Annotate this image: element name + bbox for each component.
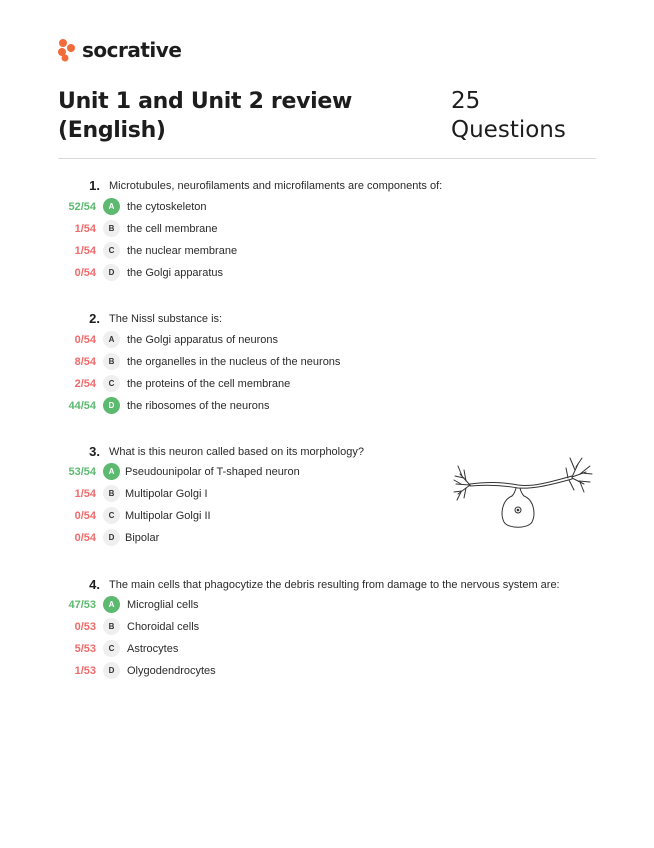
answer-score: 1/54 (74, 223, 96, 235)
answer-row (0, 353, 654, 371)
answer-text: Multipolar Golgi I (125, 488, 208, 500)
answer-letter-badge: D (103, 529, 120, 546)
answer-text: the Golgi apparatus (127, 267, 224, 279)
answer-score: 0/54 (74, 267, 96, 279)
answer-score: 5/53 (74, 643, 96, 655)
answer-text: Choroidal cells (127, 621, 200, 633)
answer-row (0, 331, 654, 349)
answer-row (0, 662, 654, 680)
answer-letter-badge: B (103, 353, 120, 370)
answer-letter-badge: B (103, 485, 120, 502)
quiz-title (58, 87, 398, 145)
answer-text: Multipolar Golgi II (125, 510, 211, 522)
answer-text: Astrocytes (127, 643, 179, 655)
answer-text: the cell membrane (127, 223, 218, 235)
question-count (451, 87, 611, 145)
question-text: The Nissl substance is: (109, 313, 223, 325)
answer-score: 0/54 (74, 532, 96, 544)
answer-text: the nuclear membrane (127, 245, 238, 257)
question-number: 2. (89, 311, 100, 326)
answer-letter-badge: C (103, 375, 120, 392)
answer-score: 0/53 (74, 621, 96, 633)
answer-letter-badge: B (103, 618, 120, 635)
answer-letter-badge: D (103, 662, 120, 679)
answer-row (0, 596, 654, 614)
answer-text: Olygodendrocytes (127, 665, 216, 677)
answer-score: 47/53 (68, 599, 96, 611)
answer-letter-badge: C (103, 640, 120, 657)
question-text: The main cells that phagocytize the debris resulting from damage to the nervous system are: (109, 579, 560, 591)
answer-text: the proteins of the cell membrane (127, 378, 291, 390)
question-2-header (0, 311, 654, 327)
answer-score: 44/54 (68, 400, 96, 412)
question-1-header (0, 178, 654, 194)
answer-text: the Golgi apparatus of neurons (127, 334, 279, 346)
answer-text: the ribosomes of the neurons (127, 400, 270, 412)
question-count-number: 25 (451, 88, 481, 114)
answer-score: 52/54 (68, 201, 96, 213)
quiz-title-line-1: Unit 1 and Unit 2 review (58, 89, 353, 114)
answer-row (0, 264, 654, 282)
question-4-header (0, 577, 654, 593)
answer-letter-badge: D (103, 264, 120, 281)
answer-text: Bipolar (125, 532, 160, 544)
answer-letter-badge: D (103, 397, 120, 414)
logo-wordmark: socrative (82, 38, 182, 62)
answer-score: 8/54 (74, 356, 96, 368)
answer-letter-badge: A (103, 331, 120, 348)
question-number: 3. (89, 444, 100, 459)
answer-row (0, 198, 654, 216)
neuron-drawing-icon (452, 450, 594, 534)
socrative-logo (57, 38, 181, 62)
socrative-logo-icon (57, 38, 77, 62)
answer-row (0, 640, 654, 658)
answer-letter-badge: C (103, 507, 120, 524)
answer-letter-badge: A (103, 596, 120, 613)
answer-score: 1/54 (74, 245, 96, 257)
answer-row (0, 397, 654, 415)
answer-score: 0/54 (74, 334, 96, 346)
answer-score: 0/54 (74, 510, 96, 522)
answer-score: 2/54 (74, 378, 96, 390)
answer-text: the cytoskeleton (127, 201, 207, 213)
answer-text: Pseudounipolar of T-shaped neuron (125, 466, 300, 478)
answer-text: Microglial cells (127, 599, 199, 611)
header-divider (58, 158, 596, 159)
question-number: 1. (89, 178, 100, 193)
answer-text: the organelles in the nucleus of the neurons (127, 356, 341, 368)
answer-score: 1/53 (74, 665, 96, 677)
answer-score: 53/54 (68, 466, 96, 478)
answer-row (0, 618, 654, 636)
quiz-title-line-2: (English) (58, 118, 166, 143)
question-text: Microtubules, neurofilaments and microfilaments are components of: (109, 180, 443, 192)
answer-score: 1/54 (74, 488, 96, 500)
answer-row (0, 242, 654, 260)
question-count-label: Questions (451, 117, 566, 143)
answer-letter-badge: A (103, 198, 120, 215)
question-text: What is this neuron called based on its morphology? (109, 446, 364, 458)
answer-letter-badge: C (103, 242, 120, 259)
answer-row (0, 375, 654, 393)
answer-letter-badge: B (103, 220, 120, 237)
answer-row (0, 220, 654, 238)
question-number: 4. (89, 577, 100, 592)
answer-letter-badge: A (103, 463, 120, 480)
